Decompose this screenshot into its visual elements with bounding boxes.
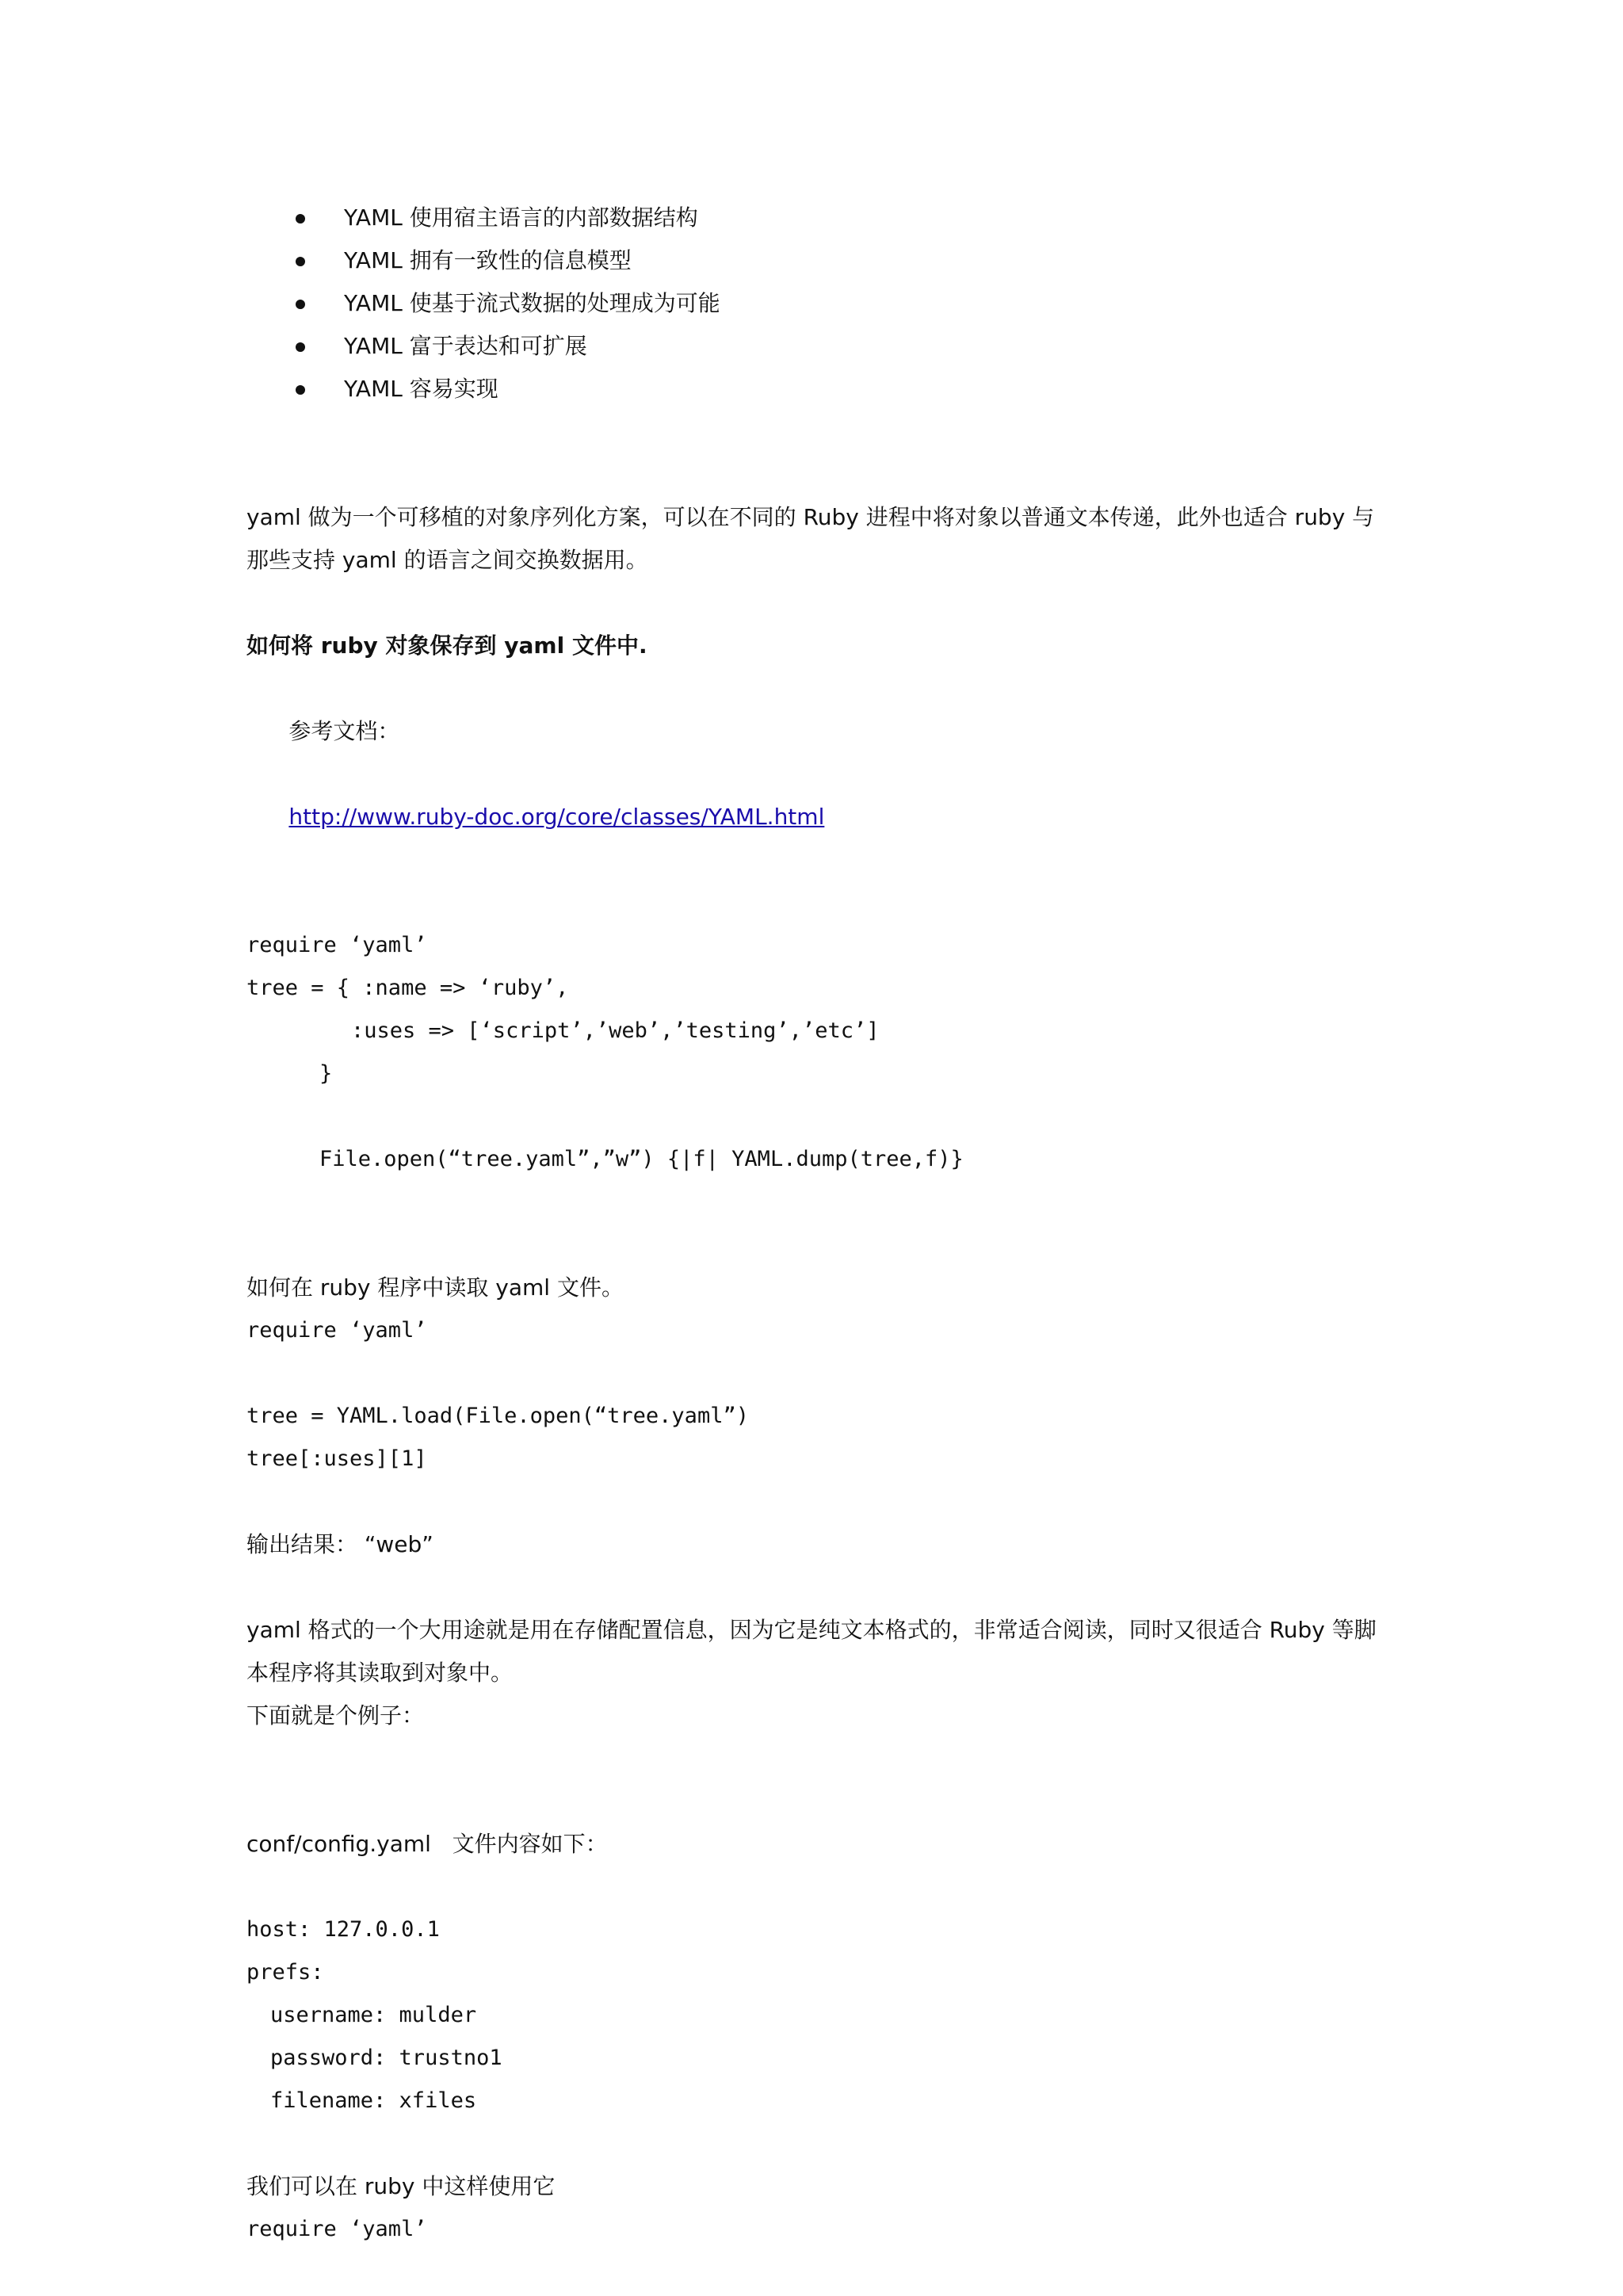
list-item-text: YAML 使基于流式数据的处理成为可能: [344, 290, 720, 316]
list-item: [246, 239, 1380, 282]
spacer: [246, 1181, 1380, 1266]
list-item: [246, 282, 1380, 325]
spacer: [246, 1095, 1380, 1138]
code-load-line: tree = YAML.load(File.open(“tree.yaml”): [246, 1404, 749, 1428]
list-item-text: YAML 容易实现: [344, 376, 498, 402]
bullet-icon: [296, 342, 305, 352]
list-item-text: YAML 富于表达和可扩展: [344, 333, 587, 359]
spacer: [246, 1737, 1380, 1823]
list-item: [246, 197, 1380, 239]
code-uses-line: :uses => [‘script’,’web’,’testing’,’etc’]: [351, 1018, 880, 1043]
code-tree-start-line: tree = { :name => ‘ruby’,: [246, 976, 569, 1000]
save-section-heading: 如何将 ruby 对象保存到 yaml 文件中.: [246, 632, 647, 659]
bullet-icon: [296, 214, 305, 223]
reference-line: [246, 667, 1380, 881]
code-read-require-line: require ‘yaml’: [246, 1318, 427, 1343]
bullet-icon: [296, 300, 305, 309]
config-prefs-line: prefs:: [246, 1960, 324, 1985]
spacer: [246, 2122, 1380, 2165]
spacer: [246, 1866, 1380, 1908]
final-require-line: require ‘yaml’: [246, 2217, 427, 2241]
usage-paragraph: yaml 格式的一个大用途就是用在存储配置信息，因为它是纯文本格式的，非常适合阅读，同时又很适合 Ruby 等脚本程序将其读取到对象中。: [246, 1617, 1377, 1686]
code-require-line: require ‘yaml’: [246, 933, 427, 957]
code-access-line: tree[:uses][1]: [246, 1446, 427, 1471]
reference-label: 参考文档：: [288, 718, 400, 744]
list-item-text: YAML 拥有一致性的信息模型: [344, 247, 632, 273]
bullet-icon: [296, 257, 305, 266]
spacer: [246, 1352, 1380, 1395]
code-close-brace-line: }: [319, 1061, 333, 1086]
list-item: [246, 325, 1380, 368]
list-item: [246, 368, 1380, 411]
intro-paragraph: yaml 做为一个可移植的对象序列化方案，可以在不同的 Ruby 进程中将对象以普通文本传递，此外也适合 ruby 与那些支持 yaml 的语言之间交换数据用。: [246, 504, 1375, 573]
spacer: [246, 411, 1380, 496]
config-host-line: host: 127.0.0.1: [246, 1917, 440, 1942]
spacer: [246, 1480, 1380, 1523]
document-content: [246, 197, 1380, 2251]
spacer: [246, 582, 1380, 625]
yaml-features-list: [246, 197, 1380, 411]
config-password-line: password: trustno1: [270, 2046, 502, 2070]
list-item-text: YAML 使用宿主语言的内部数据结构: [344, 204, 698, 231]
bullet-icon: [296, 385, 305, 395]
config-file-label: conf/config.yaml 文件内容如下：: [246, 1831, 608, 1857]
config-filename-line: filename: xfiles: [270, 2088, 477, 2113]
config-username-line: username: mulder: [270, 2003, 477, 2027]
code-file-open-line: File.open(“tree.yaml”,”w”) {|f| YAML.dump(tree,f)}: [319, 1147, 964, 1171]
read-section-heading: 如何在 ruby 程序中读取 yaml 文件。: [246, 1274, 624, 1301]
output-result-line: 输出结果： “web”: [246, 1531, 433, 1557]
example-intro-line: 下面就是个例子：: [246, 1702, 425, 1729]
spacer: [246, 1566, 1380, 1609]
spacer: [246, 881, 1380, 924]
reference-link[interactable]: http://www.ruby-doc.org/core/classes/YAML.html: [288, 804, 825, 830]
use-in-ruby-line: 我们可以在 ruby 中这样使用它: [246, 2173, 556, 2199]
